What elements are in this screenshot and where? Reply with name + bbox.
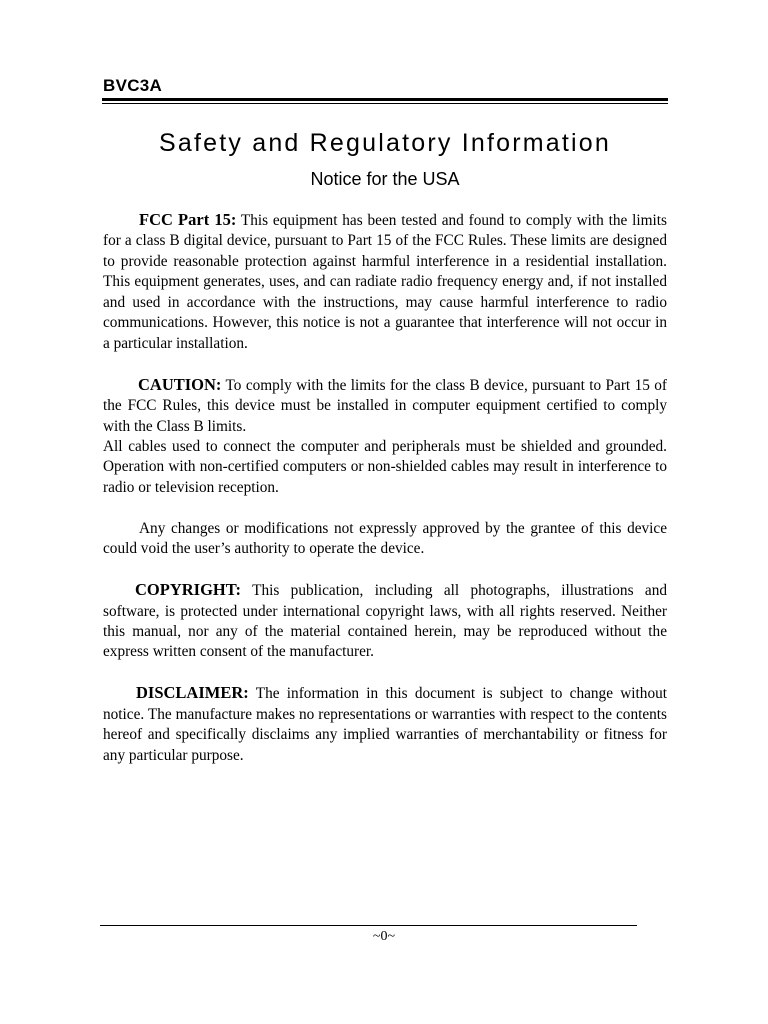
copyright-paragraph (103, 580, 667, 663)
disclaimer-lead: DISCLAIMER: (136, 683, 249, 703)
header-double-rule (102, 98, 668, 104)
footer-rule (100, 925, 637, 926)
caution-paragraph (103, 375, 667, 437)
document-body (103, 210, 667, 787)
copyright-text: This publication, including all photographs, illustrations and software, is protected under international copyright laws, with all rights reserved. Neither this manual, nor any of the material contained herein, may be reproduced without the express written consent of the manufacturer. (103, 582, 667, 661)
disclaimer-text: The information in this document is subject to change without notice. The manufacture makes no representations or warranties with respect to the contents hereof and specifically disclaims any implied warranties of merchantability or fitness for any particular purpose. (103, 685, 667, 764)
page-subtitle: Notice for the USA (310, 169, 460, 189)
fcc-lead: FCC Part 15: (139, 210, 237, 229)
page-title: Safety and Regulatory Information (159, 129, 611, 157)
copyright-lead: COPYRIGHT: (135, 580, 242, 600)
caution-lead: CAUTION: (138, 374, 222, 394)
disclaimer-paragraph (103, 683, 667, 766)
page-number: ~0~ (372, 929, 396, 944)
caution-text: To comply with the limits for the class B device, pursuant to Part 15 of the FCC Rules, this device must be installed in computer equipment certified to comply with the Class B limits. (103, 376, 667, 435)
changes-paragraph: Any changes or modifications not expressly approved by the grantee of this device could void the user’s authority to operate the device. (103, 519, 667, 558)
document-header-label: BVC3A (103, 76, 163, 95)
caution-cables-paragraph: All cables used to connect the computer and peripherals must be shielded and grounded. Operation with non-certified computers or non-shielded cables may result in interference to radio or television reception. (103, 437, 667, 496)
fcc-paragraph (103, 210, 667, 354)
fcc-text: This equipment has been tested and found to comply with the limits for a class B digital device, pursuant to Part 15 of the FCC Rules. These limits are designed to provide reasonable protection against harmful interference in a residential installation. This equipment generates, uses, and can radiate radio frequency energy and, if not installed and used in accordance with the instructions, may cause harmful interference to radio communications. However, this notice is not a guarantee that interference will not occur in a particular installation. (103, 212, 667, 352)
